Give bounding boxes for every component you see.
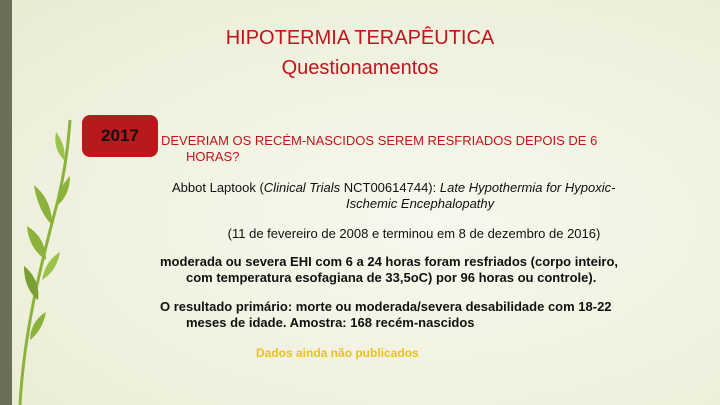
reference-author: Abbot Laptook ( xyxy=(172,180,264,195)
methods-line-2: com temperatura esofagiana de 33,5oC) por 96 horas ou controle). xyxy=(186,270,597,285)
slide-title: HIPOTERMIA TERAPÊUTICA xyxy=(225,27,495,49)
question-line-1: DEVERIAM OS RECÉM-NASCIDOS SEREM RESFRIADOS DEPOIS DE 6 xyxy=(161,133,598,148)
slide-subtitle: Questionamentos xyxy=(281,57,439,79)
study-dates: (11 de fevereiro de 2008 e terminou em 8 de dezembro de 2016) xyxy=(227,226,601,241)
year-badge: 2017 xyxy=(82,115,158,157)
reference-study-title-2: Ischemic Encephalopathy xyxy=(346,196,495,211)
result-line-2: meses de idade. Amostra: 168 recém-nascidos xyxy=(186,315,475,330)
reference-text xyxy=(172,180,672,212)
methods-line-1: moderada ou severa EHI com 6 a 24 horas foram resfriados (corpo inteiro, xyxy=(160,254,619,269)
reference-trial-id: NCT00614744): xyxy=(340,180,440,195)
question-line-2: HORAS? xyxy=(186,149,240,164)
result-paragraph xyxy=(160,299,680,331)
reference-study-title-1: Late Hypothermia for Hypoxic- xyxy=(439,180,616,195)
reference-journal: Clinical Trials xyxy=(263,180,341,195)
result-line-1: O resultado primário: morte ou moderada/severa desabilidade com 18-22 xyxy=(160,299,612,314)
methods-paragraph xyxy=(160,254,680,286)
unpublished-note: Dados ainda não publicados xyxy=(256,346,419,360)
